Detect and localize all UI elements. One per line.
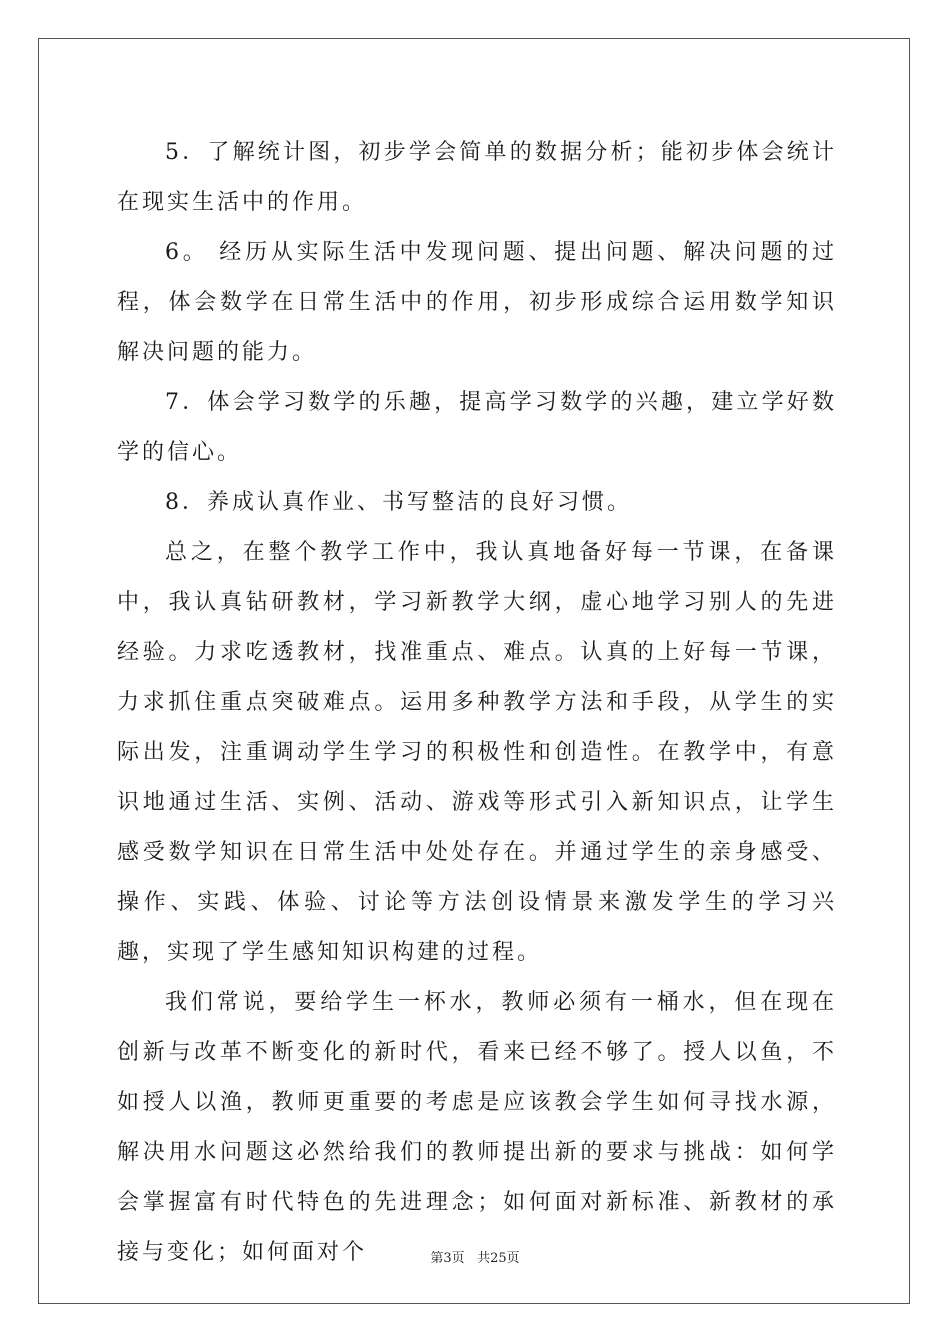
page-footer bbox=[0, 1247, 950, 1266]
page-number: 第3页 bbox=[430, 1251, 465, 1266]
paragraph-item-7: 7．体会学习数学的乐趣，提高学习数学的兴趣，建立学好数学的信心。 bbox=[117, 390, 837, 465]
document-body bbox=[117, 128, 837, 1278]
footer-spacer bbox=[465, 1251, 477, 1266]
paragraph-item-8: 8．养成认真作业、书写整洁的良好习惯。 bbox=[165, 490, 632, 515]
page-total: 共25页 bbox=[477, 1251, 520, 1266]
paragraph-item-5: 5．了解统计图，初步学会简单的数据分析；能初步体会统计在现实生活中的作用。 bbox=[117, 140, 837, 215]
paragraph-summary: 总之，在整个教学工作中，我认真地备好每一节课，在备课中，我认真钻研教材，学习新教学大纲，虚心地学习别人的先进经验。力求吃透教材，找准重点、难点。认真的上好每一节课，力求抓住重点突破难点。运用多种教学方法和手段，从学生的实际出发，注重调动学生学习的积极性和创造性。在教学中，有意识地通过生活、实例、活动、游戏等形式引入新知识点，让学生感受数学知识在日常生活中处处存在。并通过学生的亲身感受、操作、实践、体验、讨论等方法创设情景来激发学生的学习兴趣，实现了学生感知知识构建的过程。 bbox=[117, 540, 837, 965]
paragraph-item-6: 6。 经历从实际生活中发现问题、提出问题、解决问题的过程，体会数学在日常生活中的作用，初步形成综合运用数学知识解决问题的能力。 bbox=[117, 240, 837, 365]
paragraph-reflection: 我们常说，要给学生一杯水，教师必须有一桶水，但在现在创新与改革不断变化的新时代，看来已经不够了。授人以鱼，不如授人以渔，教师更重要的考虑是应该教会学生如何寻找水源，解决用水问题这必然给我们的教师提出新的要求与挑战：如何学会掌握富有时代特色的先进理念；如何面对新标准、新教材的承接与变化；如何面对个 bbox=[117, 990, 837, 1265]
